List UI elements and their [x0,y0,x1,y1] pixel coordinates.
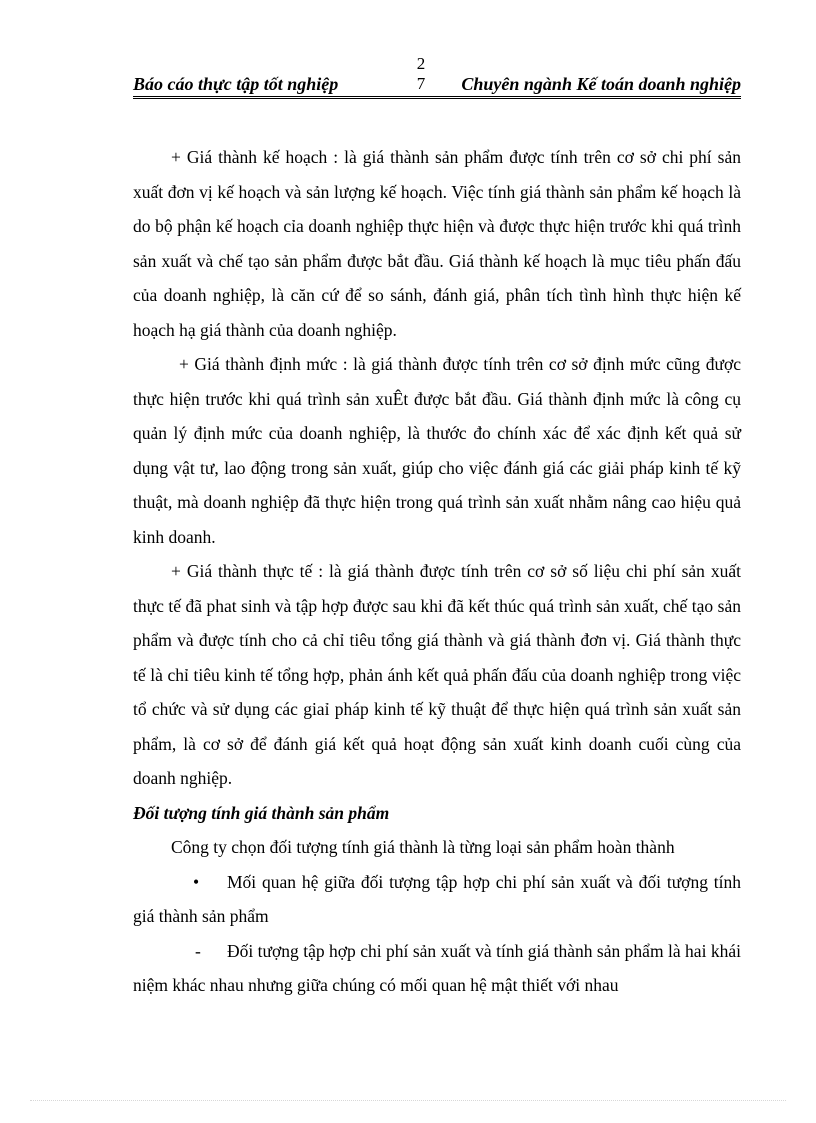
bullet-item [133,865,741,934]
page-header [133,54,741,98]
header-rule [133,96,741,99]
header-major: Chuyên ngành Kế toán doanh nghiệp [461,74,741,94]
page-number-bottom: 7 [416,74,426,93]
header-report-title: Báo cáo thực tập tốt nghiệp [133,74,339,94]
dash-item [133,934,741,1003]
paragraph-actual-cost: + Giá thành thực tế : là giá thành được tính trên cơ sở số liệu chi phí sản xuất thực tế đã phat sinh và tập hợp được sau khi đã kết thúc quá trình sản xuất, chế tạo sản phẩm và được tính cho cả chỉ tiêu tổng giá thành và giá thành đơn vị. Giá thành thực tế là chỉ tiêu kinh tế tổng hợp, phản ánh kết quả phấn đấu của doanh nghiệp trong việc tổ chức và sử dụng các giaỉ pháp kinh tế kỹ thuật để thực hiện quá trình sản xuất sản phẩm, là cơ sở để đánh giá kết quả hoạt động sản xuất kinh doanh cuối cùng của doanh nghiệp. [133,561,741,788]
page-bottom-border [30,1100,786,1101]
dash-icon: - [195,940,201,961]
paragraph-standard-cost: + Giá thành định mức : là giá thành được tính trên cơ sở định mức cũng được thực hiện trước khi quá trình sản xuÊt được bắt đầu. Giá thành định mức là công cụ quản lý định mức của doanh nghiệp, là thước đo chính xác để xác định kết quả sử dụng vật tư, lao động trong sản xuất, giúp cho việc đánh giá các giải pháp kinh tế kỹ thuật, mà doanh nghiệp đã thực hiện trong quá trình sản xuất nhằm nâng cao hiệu quả kinh doanh. [133,354,741,547]
page-number-top: 2 [416,54,426,73]
bullet-text: Mối quan hệ giữa đối tượng tập hợp chi phí sản xuất và đối tượng tính giá thành sản phẩm [133,871,741,926]
paragraph-planned-cost: + Giá thành kế hoạch : là giá thành sản phẩm được tính trên cơ sở chi phí sản xuất đơn vị kế hoạch và sản lượng kế hoạch. Việc tính giá thành sản phẩm kế hoạch là do bộ phận kế hoạch cỉa doanh nghiệp thực hiện và được thực hiện trước khi quá trình sản xuất và chế tạo sản phẩm được bắt đầu. Giá thành kế hoạch là mục tiêu phấn đấu của doanh nghiệp, là căn cứ để so sánh, đánh giá, phân tích tình hình thực hiện kế hoạch hạ giá thành của doanh nghiệp. [133,147,741,340]
lead-sentence: Công ty chọn đối tượng tính giá thành là từng loại sản phẩm hoàn thành [171,837,675,857]
section-heading: Đối tượng tính giá thành sản phẩm [133,802,390,823]
page-number [415,54,427,94]
document-body [133,140,741,1003]
bullet-icon: • [193,871,200,892]
dash-text: Đối tượng tập hợp chi phí sản xuất và tính giá thành sản phẩm là hai khái niệm khác nhau nhưng giữa chúng có mối quan hệ mật thiết với nhau [133,940,741,995]
